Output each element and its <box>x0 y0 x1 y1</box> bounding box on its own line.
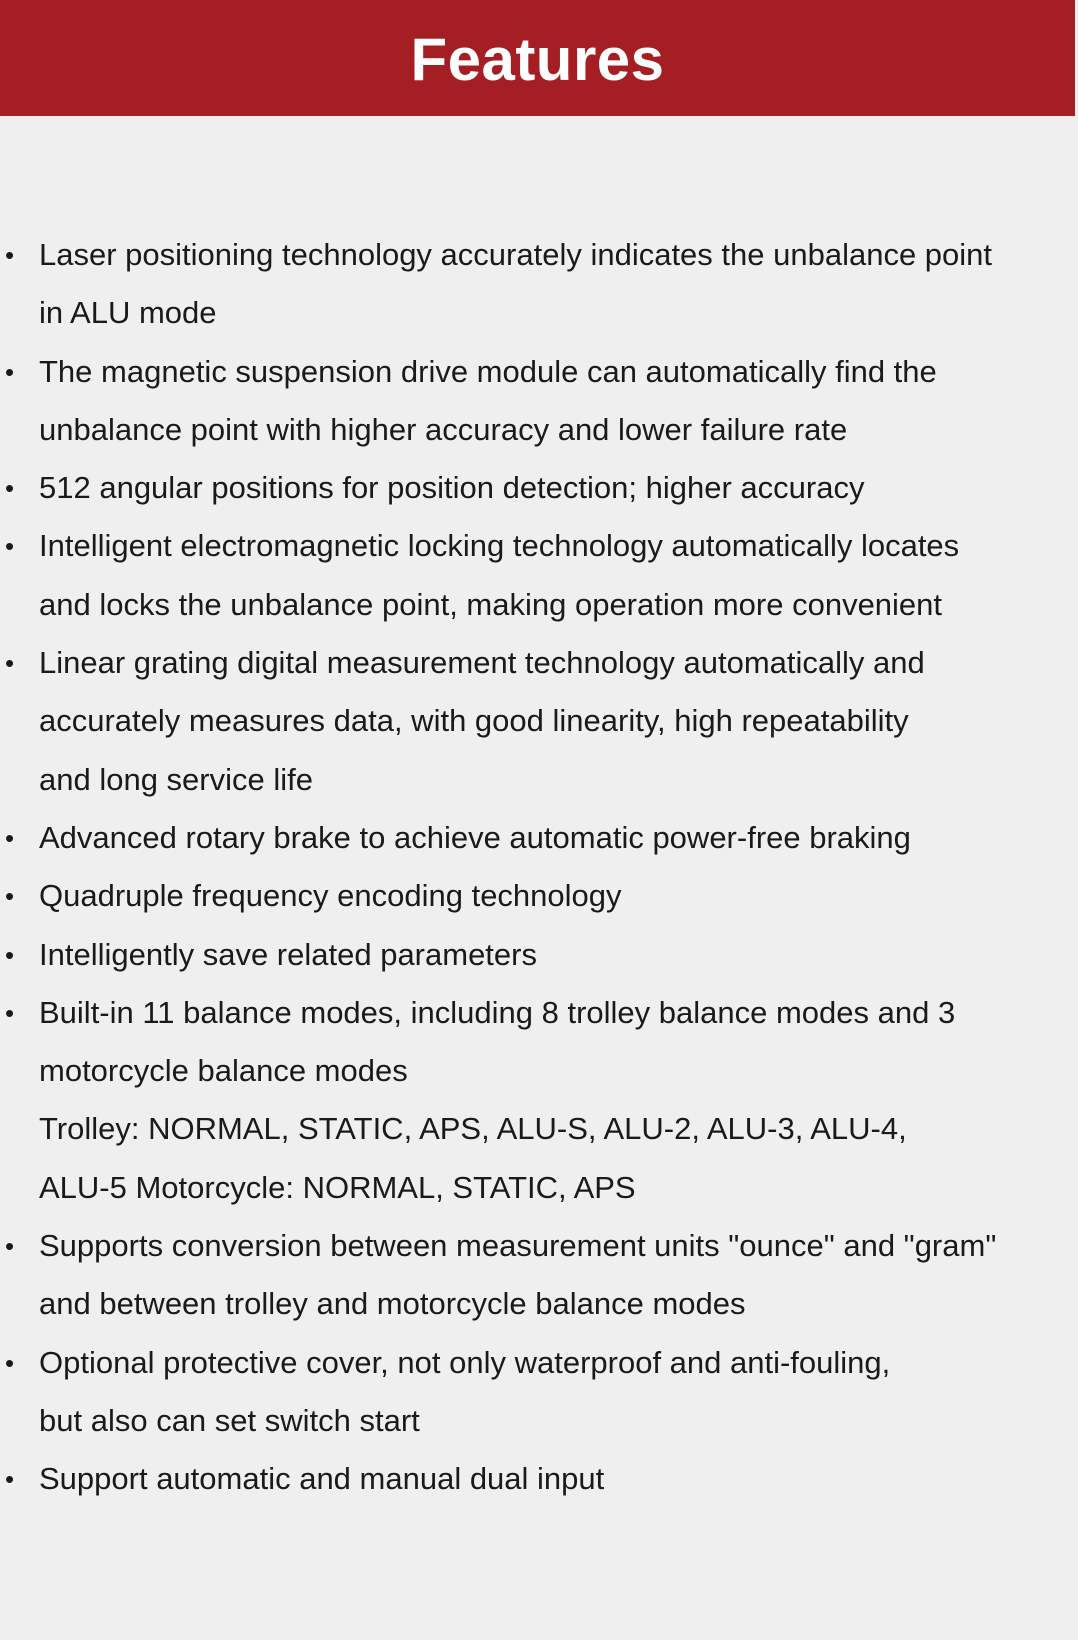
feature-item <box>0 984 1078 1217</box>
features-list <box>0 226 1078 1509</box>
feature-text: 512 angular positions for position detection; higher accuracy <box>39 470 865 506</box>
feature-text: Intelligently save related parameters <box>39 936 537 972</box>
feature-text: Built-in 11 balance modes, including 8 trolley balance modes and 3 motorcycle balance modes Trolley: NORMAL, STATIC, APS, ALU-S, ALU-2, ALU-3, ALU-4, ALU-5 Motorcycle: NORMAL, STATIC, APS <box>39 994 956 1205</box>
features-header <box>0 0 1075 116</box>
feature-text: Supports conversion between measurement units "ounce" and "gram" and between trolley and motorcycle balance modes <box>39 1228 997 1322</box>
feature-text: Linear grating digital measurement technology automatically and accurately measures data, with good linearity, high repeatability and long service life <box>39 645 925 797</box>
feature-text: Quadruple frequency encoding technology <box>39 878 622 914</box>
feature-item <box>0 226 1078 343</box>
feature-text: Intelligent electromagnetic locking technology automatically locates and locks the unbalance point, making operation more convenient <box>39 528 960 622</box>
feature-text: The magnetic suspension drive module can automatically find the unbalance point with higher accuracy and lower failure rate <box>39 353 937 447</box>
bullet-icon: • <box>5 1347 15 1378</box>
feature-item <box>0 634 1078 809</box>
feature-item <box>0 809 1078 867</box>
bullet-icon: • <box>5 356 15 387</box>
bullet-icon: • <box>5 1464 15 1495</box>
feature-text: Laser positioning technology accurately indicates the unbalance point in ALU mode <box>39 237 993 331</box>
feature-text: Advanced rotary brake to achieve automatic power-free braking <box>39 819 911 855</box>
feature-item <box>0 1334 1078 1451</box>
bullet-icon: • <box>5 939 15 970</box>
page-title: Features <box>410 25 665 93</box>
feature-item <box>0 1217 1078 1334</box>
feature-item <box>0 926 1078 984</box>
feature-item <box>0 343 1078 460</box>
bullet-icon: • <box>5 240 15 270</box>
feature-text: Optional protective cover, not only waterproof and anti-fouling, but also can set switch start <box>39 1344 891 1438</box>
feature-item <box>0 459 1078 517</box>
bullet-icon: • <box>5 531 15 562</box>
feature-item <box>0 867 1078 925</box>
bullet-icon: • <box>5 648 15 679</box>
bullet-icon: • <box>5 822 15 853</box>
feature-item <box>0 1450 1078 1508</box>
bullet-icon: • <box>5 881 15 912</box>
feature-text: Support automatic and manual dual input <box>39 1461 605 1497</box>
bullet-icon: • <box>5 1231 15 1262</box>
bullet-icon: • <box>5 997 15 1028</box>
feature-item <box>0 517 1078 634</box>
bullet-icon: • <box>5 473 15 504</box>
